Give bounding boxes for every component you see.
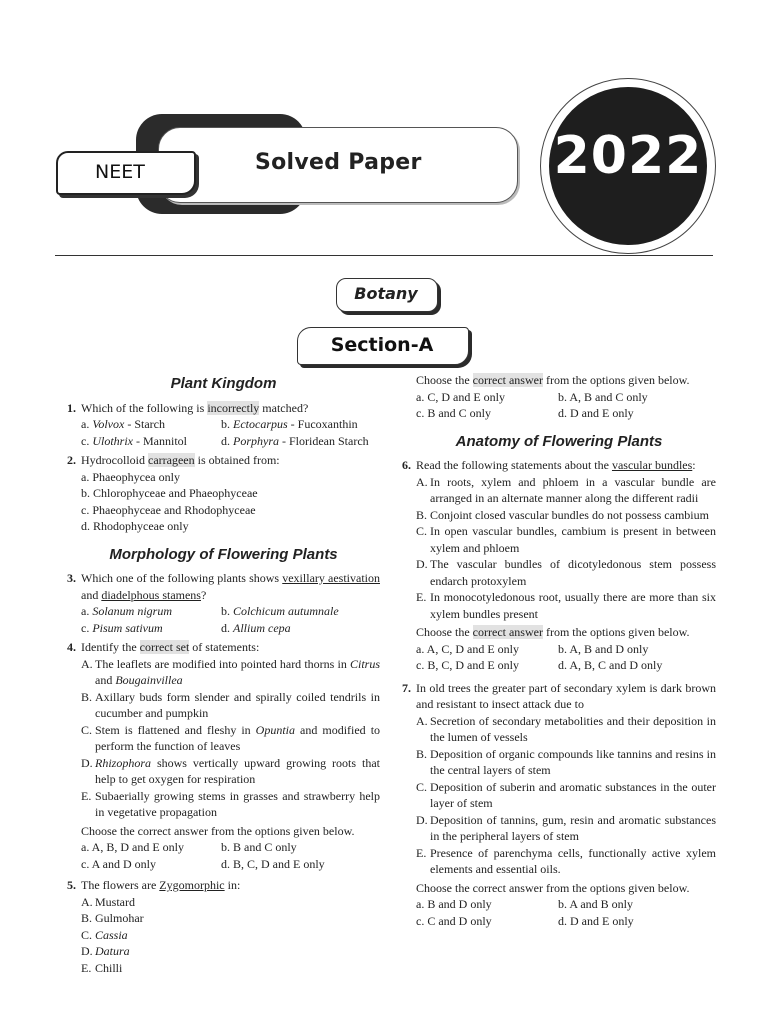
topic-heading: Plant Kingdom — [170, 375, 277, 392]
option-a: a. Solanum nigrum — [81, 604, 172, 618]
option-d: d. Allium cepa — [221, 620, 291, 635]
question-number: 7. — [402, 680, 411, 695]
option-c: c. B and C only — [416, 406, 491, 420]
statement-e: E. Chilli — [81, 960, 123, 975]
option-c: c. Phaeophyceae and Rhodophyceae — [81, 502, 256, 517]
option-b: b. A and B only — [558, 897, 634, 911]
options — [67, 839, 380, 872]
option-d: d. A, B, C and D only — [558, 658, 663, 672]
left-column — [67, 372, 380, 979]
statement-a: A. In roots, xylem and phloem in a vascular bundle are arranged in an alternate manner along the different radii — [416, 474, 716, 505]
choose-instruction: Choose the correct answer from the options given below. — [81, 823, 355, 838]
option-d: d. D and E only — [558, 913, 634, 928]
option-a: a. A, C, D and E only — [416, 641, 519, 656]
statement-b: B. Gulmohar — [81, 911, 144, 925]
question-number: 5. — [67, 878, 76, 892]
statement-b: B. Conjoint closed vascular bundles do not possess cambium — [416, 507, 709, 522]
statement-c: C. Cassia — [81, 927, 128, 942]
highlight: incorrectly — [207, 400, 260, 415]
statement-d: D. The vascular bundles of dicotyledonous stem possess endarch protoxylem — [416, 557, 716, 588]
question-text: Which one of the following plants shows vexillary aestivation and diadelphous stamens? — [81, 571, 380, 602]
options — [402, 389, 716, 422]
right-column — [402, 372, 716, 932]
choose-instruction: Choose the correct answer from the options given below. — [416, 625, 690, 639]
choose-instruction: Choose the correct answer from the options given below. — [416, 373, 690, 387]
question-number: 3. — [67, 571, 76, 585]
option-b: b. Ectocarpus - Fucoxanthin — [221, 417, 358, 431]
question-6 — [402, 457, 716, 674]
statement-e: E. Presence of parenchyma cells, functionally active xylem elements and essential oils. — [416, 845, 716, 876]
question-text: Identify the correct set of statements: — [81, 640, 260, 654]
question-number: 6. — [402, 458, 411, 472]
statement-a: A. Secretion of secondary metabolities and their deposition in the lumen of vessels — [416, 713, 716, 744]
options — [67, 603, 380, 636]
option-b: b. Chlorophyceae and Phaeophyceae — [81, 486, 258, 500]
question-3 — [67, 570, 380, 636]
topic-heading: Anatomy of Flowering Plants — [455, 432, 663, 450]
statement-a: A. Mustard — [81, 894, 135, 909]
exam-label: NEET — [95, 161, 145, 183]
statement-a: A. The leaflets are modified into pointed hard thorns in Citrus and Bougainvillea — [81, 656, 381, 687]
option-c: c. Ulothrix - Mannitol — [81, 433, 187, 448]
question-5 — [67, 877, 380, 976]
highlight: correct set — [139, 640, 190, 654]
highlight: correct answer — [472, 373, 543, 387]
statement-d: D. Deposition of tannins, gum, resin and aromatic substances in the peripheral layers of stem — [416, 812, 716, 843]
choose-instruction: Choose the correct answer from the options given below. — [416, 880, 690, 895]
statement-b: B. Deposition of organic compounds like tannins and resins in the central layers of stem — [416, 746, 716, 777]
option-a: a. C, D and E only — [416, 389, 505, 404]
option-b: b. B and C only — [221, 840, 297, 854]
question-number: 1. — [67, 400, 76, 415]
option-b: b. Colchicum autumnale — [221, 604, 339, 618]
header-divider — [55, 255, 713, 256]
options — [67, 469, 380, 535]
option-c: c. A and D only — [81, 856, 156, 871]
option-c: c. B, C, D and E only — [416, 658, 519, 672]
question-4 — [67, 639, 380, 872]
option-d: d. Porphyra - Floridean Starch — [221, 433, 369, 448]
paper-title: Solved Paper — [255, 150, 422, 175]
question-number: 4. — [67, 640, 76, 654]
option-d: d. B, C, D and E only — [221, 856, 325, 871]
statement-e: E. Subaerially growing stems in grasses and strawberry help in vegetative propagation — [81, 788, 380, 819]
option-a: a. A, B, D and E only — [81, 840, 184, 854]
option-c: c. Pisum sativum — [81, 620, 163, 635]
statement-d: D. Rhizophora shows vertically upward growing roots that help to get oxygen for respiration — [81, 755, 381, 786]
statement-c: C. In open vascular bundles, cambium is present in between xylem and phloem — [416, 524, 716, 555]
option-a: a. Volvox - Starch — [81, 417, 165, 431]
topic-heading: Morphology of Flowering Plants — [109, 545, 338, 563]
question-number: 2. — [67, 453, 76, 467]
options — [402, 896, 716, 929]
option-b: b. A, B and D only — [558, 641, 649, 656]
question-text: Read the following statements about the vascular bundles: — [416, 458, 696, 472]
statement-b: B. Axillary buds form slender and spirally coiled tendrils in cucumber and pumpkin — [81, 689, 380, 720]
question-text: The flowers are Zygomorphic in: — [81, 878, 241, 892]
question-2 — [67, 452, 380, 535]
statement-c: C. Stem is flattened and fleshy in Opuntia and modified to perform the function of leaves — [81, 722, 381, 753]
option-d: d. Rhodophyceae only — [81, 519, 189, 533]
statement-c: C. Deposition of suberin and aromatic substances in the outer layer of stem — [416, 779, 716, 810]
question-text: Hydrocolloid carrageen is obtained from: — [81, 453, 280, 467]
statement-d: D. Datura — [81, 944, 130, 958]
subject-label: Botany — [354, 284, 418, 303]
question-7 — [402, 680, 716, 930]
option-c: c. C and D only — [416, 913, 492, 928]
year-label: 2022 — [553, 126, 703, 186]
question-1 — [67, 400, 380, 450]
highlight: carrageen — [148, 453, 195, 467]
highlight: correct answer — [472, 625, 543, 639]
option-d: d. D and E only — [558, 406, 634, 420]
question-text: Which of the following is incorrectly matched? — [81, 400, 309, 415]
question-text: In old trees the greater part of secondary xylem is dark brown and resistant to insect attack due to — [416, 680, 716, 711]
option-a: a. B and D only — [416, 897, 492, 911]
option-b: b. A, B and C only — [558, 389, 648, 404]
options — [402, 641, 716, 674]
section-label: Section-A — [330, 334, 434, 356]
statement-e: E. In monocotyledonous root, usually there are more than six xylem bundles present — [416, 590, 716, 621]
options — [67, 416, 380, 449]
option-a: a. Phaeophycea only — [81, 469, 180, 484]
